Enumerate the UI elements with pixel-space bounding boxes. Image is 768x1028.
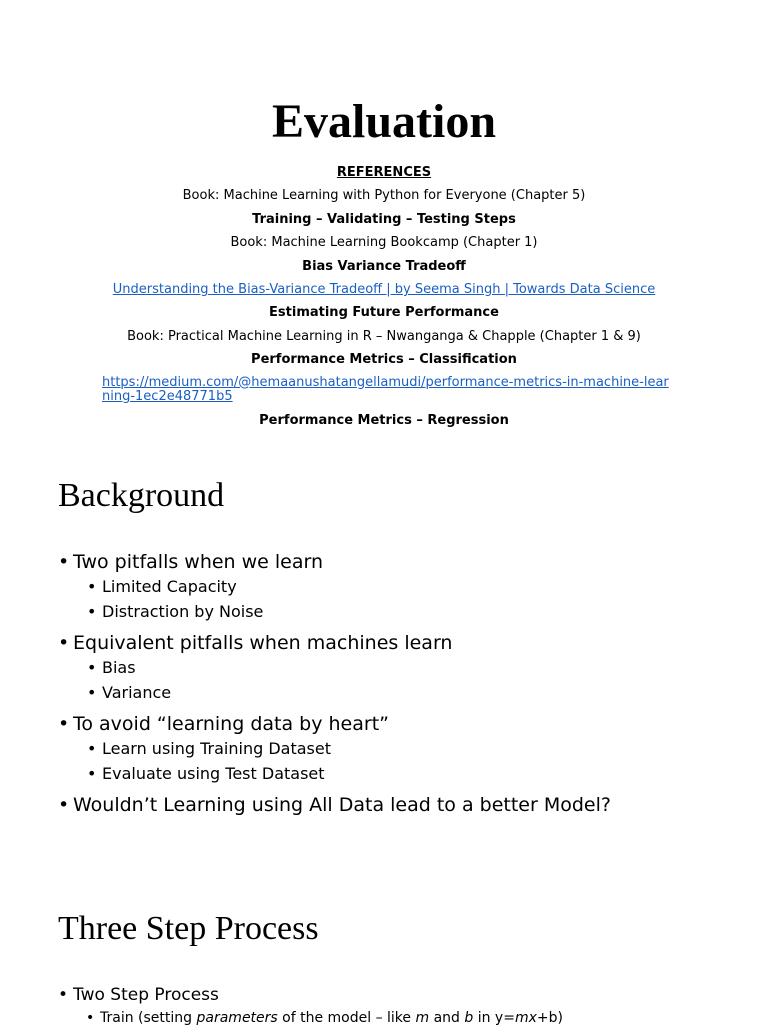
reference-book-1: Book: Machine Learning with Python for Everyone (Chapter 5) <box>182 188 586 204</box>
list-item: • To avoid “learning data by heart” <box>58 711 611 737</box>
list-item-train: • Train (setting parameters of the model – like m and b in y=mx+b) <box>58 1008 563 1028</box>
reference-link-metrics[interactable]: https://medium.com/@hemaanushatangellamudi/performance-metrics-in-machine-learning-1ec2e48771b5 <box>102 374 669 404</box>
reference-subheading-estimating: Estimating Future Performance <box>269 305 499 321</box>
reference-subheading-classification: Performance Metrics – Classification <box>251 352 517 368</box>
list-item: • Variance <box>58 681 611 706</box>
reference-subheading-bias: Bias Variance Tradeoff <box>302 258 466 274</box>
list-item: • Equivalent pitfalls when machines learn <box>58 630 611 656</box>
page-title: Evaluation <box>271 95 497 148</box>
three-step-title: Three Step Process <box>58 910 319 947</box>
reference-book-2: Book: Machine Learning Bookcamp (Chapter 1) <box>230 235 538 251</box>
list-item: • Limited Capacity <box>58 575 611 600</box>
reference-book-3: Book: Practical Machine Learning in R – Nwanganga & Chapple (Chapter 1 & 9) <box>127 328 641 344</box>
background-list <box>58 549 611 818</box>
list-item: • Learn using Training Dataset <box>58 737 611 762</box>
three-step-list <box>58 982 563 1028</box>
list-item: • Distraction by Noise <box>58 600 611 625</box>
references-heading: REFERENCES <box>336 165 432 180</box>
background-title: Background <box>58 477 225 514</box>
list-item: • Two Step Process <box>58 982 563 1008</box>
references-block <box>0 161 768 432</box>
reference-subheading-regression: Performance Metrics – Regression <box>259 412 509 428</box>
list-item: • Wouldn’t Learning using All Data lead to a better Model? <box>58 792 611 818</box>
list-item: • Two pitfalls when we learn <box>58 549 611 575</box>
reference-link-bias-variance[interactable]: Understanding the Bias-Variance Tradeoff | by Seema Singh | Towards Data Science <box>112 282 656 298</box>
list-item: • Bias <box>58 656 611 681</box>
reference-subheading-training: Training – Validating – Testing Steps <box>252 211 516 227</box>
list-item: • Evaluate using Test Dataset <box>58 762 611 787</box>
